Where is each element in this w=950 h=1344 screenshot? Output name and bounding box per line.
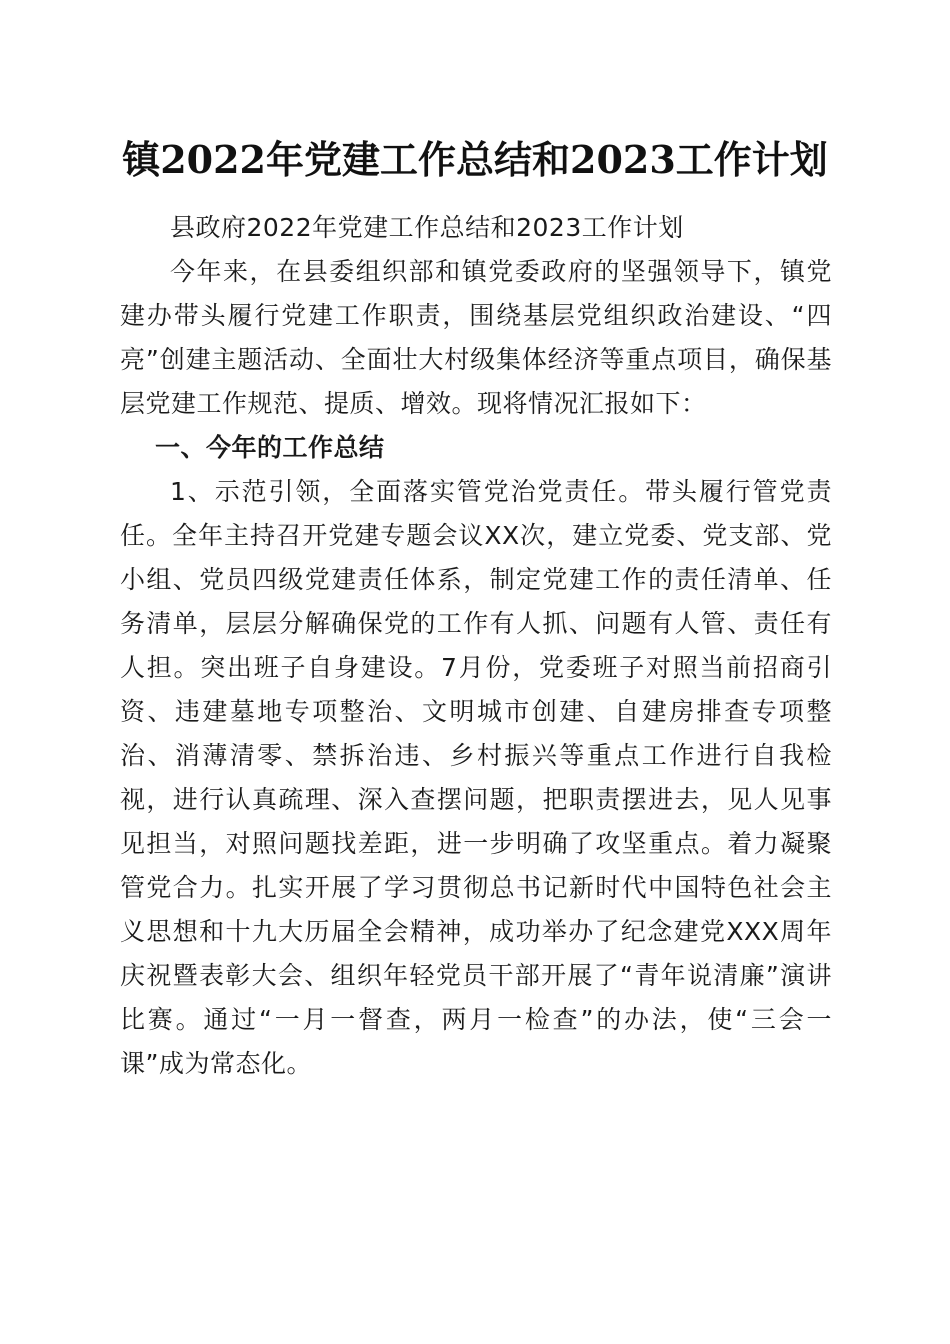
intro-paragraph: 今年来，在县委组织部和镇党委政府的坚强领导下，镇党建办带头履行党建工作职责，围绕基层党组织政治建设、“四亮”创建主题活动、全面壮大村级集体经济等重点项目，确保基层党建工作规范、提质、增效。现将情况汇报如下： [120,257,832,418]
section-heading: 一、今年的工作总结 [155,433,385,462]
document-body [120,206,832,1086]
document-subtitle: 县政府2022年党建工作总结和2023工作计划 [170,213,684,242]
document-title: 镇2022年党建工作总结和2023工作计划 [122,137,828,182]
section-paragraph: 1、示范引领，全面落实管党治党责任。带头履行管党责任。全年主持召开党建专题会议XX次，建立党委、党支部、党小组、党员四级党建责任体系，制定党建工作的责任清单、任务清单，层层分解确保党的工作有人抓、问题有人管、责任有人担。突出班子自身建设。7月份，党委班子对照当前招商引资、违建墓地专项整治、文明城市创建、自建房排查专项整治、消薄清零、禁拆治违、乡村振兴等重点工作进行自我检视，进行认真疏理、深入查摆问题，把职责摆进去，见人见事见担当，对照问题找差距，进一步明确了攻坚重点。着力凝聚管党合力。扎实开展了学习贯彻总书记新时代中国特色社会主义思想和十九大历届全会精神，成功举办了纪念建党XXX周年庆祝暨表彰大会、组织年轻党员干部开展了“青年说清廉”演讲比赛。通过“一月一督查，两月一检查”的办法，使“三会一课”成为常态化。 [120,477,832,1078]
